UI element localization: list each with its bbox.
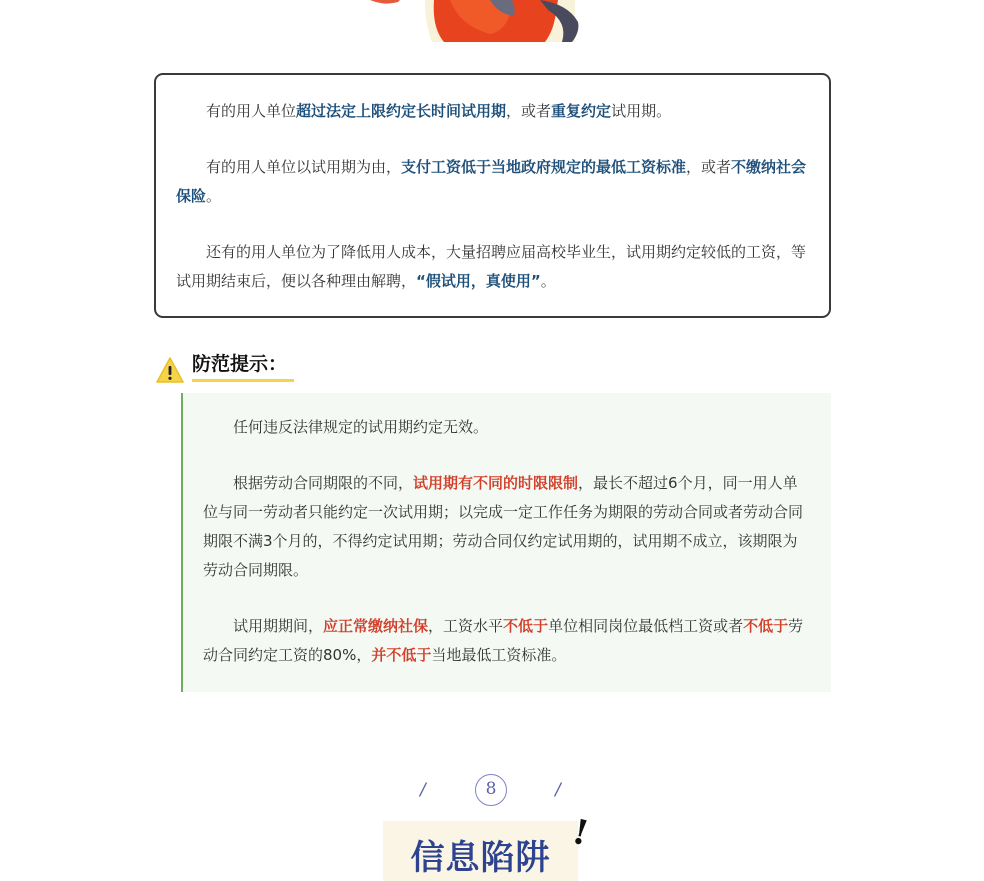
highlight-text: 重复约定	[551, 102, 612, 120]
text: ，最长不超过6个月，同一用人单位与同一劳动者只能约定一次试用期；以完成一定工作任务为期限的劳动合同或者劳动合同期限不满3个月的，不得约定试用期；劳动合同仅约定试用期的，试用期不成立，该期限为劳动合同期限。	[203, 474, 804, 579]
section-number	[410, 774, 575, 810]
text: 。	[206, 187, 222, 205]
title-underline	[192, 379, 294, 382]
text: 试用期期间，	[233, 617, 324, 635]
tip-paragraph-2	[203, 469, 811, 585]
slash-left: /	[420, 780, 426, 800]
highlight-text: 不低于	[743, 617, 789, 635]
tip-paragraph-3	[203, 612, 811, 670]
paragraph-2	[176, 153, 809, 211]
tip-content-box	[181, 393, 831, 692]
text: 还有的用人单位为了降低用人成本，大量招聘应届高校毕业生，试用期约定较低的工资，等试用期结束后，便以各种理由解聘，	[176, 243, 807, 290]
slash-right: /	[555, 780, 561, 800]
text: 试用期。	[611, 102, 672, 120]
highlight-text: 并不低于	[371, 646, 432, 664]
text: ，或者	[686, 158, 732, 176]
trap-description-box	[154, 73, 831, 318]
paragraph-1	[176, 97, 809, 126]
text: 。	[540, 272, 556, 290]
highlight-text: 支付工资低于当地政府规定的最低工资标准	[401, 158, 687, 176]
text: 劳动合同约定工资的80%，	[203, 617, 804, 664]
header-illustration	[340, 0, 600, 44]
warning-icon	[155, 356, 185, 384]
text: 单位相同岗位最低档工资或者	[548, 617, 744, 635]
text: 有的用人单位以试用期为由，	[206, 158, 402, 176]
text: ，工资水平	[428, 617, 504, 635]
highlight-text: 不缴纳社会保险	[176, 158, 807, 205]
section-number-badge: 8	[475, 774, 507, 806]
cartoon-character-illustration	[340, 0, 600, 44]
text: 有的用人单位	[206, 102, 297, 120]
highlight-text: 试用期有不同的时限限制	[413, 474, 579, 492]
highlight-text: 超过法定上限约定长时间试用期	[296, 102, 507, 120]
section-title: 信息陷阱	[383, 821, 578, 881]
highlight-text: “假试用，真使用”	[416, 272, 541, 290]
highlight-text: 应正常缴纳社保	[323, 617, 429, 635]
text: ，或者	[506, 102, 552, 120]
tip-title: 防范提示：	[192, 353, 288, 375]
tip-paragraph-1: 任何违反法律规定的试用期约定无效。	[233, 418, 489, 436]
exclamation-mark: !	[568, 811, 593, 855]
text: 当地最低工资标准。	[431, 646, 567, 664]
highlight-text: 不低于	[503, 617, 549, 635]
paragraph-3	[176, 238, 809, 296]
text: 根据劳动合同期限的不同，	[233, 474, 414, 492]
